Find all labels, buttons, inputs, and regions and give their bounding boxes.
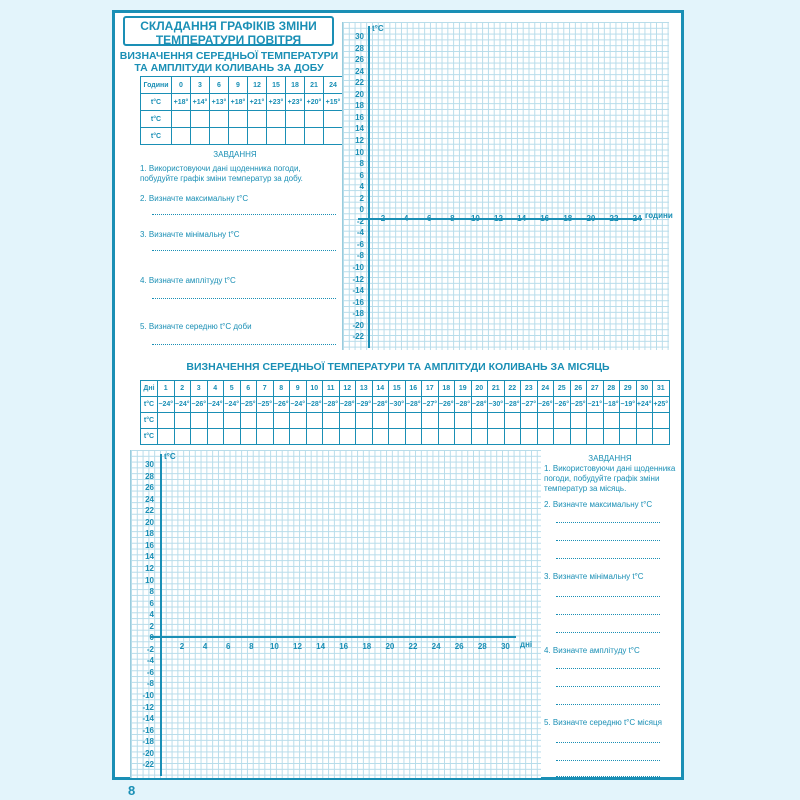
y-tick-label: 8 bbox=[359, 159, 364, 169]
table-cell: +13° bbox=[210, 94, 229, 111]
table-cell: −24° bbox=[158, 397, 175, 413]
x-tick-label: 20 bbox=[586, 214, 596, 223]
answer-line[interactable] bbox=[556, 596, 660, 597]
y-tick-label: 28 bbox=[145, 471, 154, 481]
y-tick-label: 30 bbox=[145, 460, 154, 469]
y-tick-label: 22 bbox=[355, 78, 364, 88]
task-4: 4. Визначте амплітуду t°C bbox=[140, 276, 236, 285]
y-tick-label: -16 bbox=[352, 297, 364, 307]
table-cell: −26° bbox=[273, 397, 290, 413]
empty-cell[interactable] bbox=[224, 429, 241, 445]
empty-cell[interactable] bbox=[603, 429, 620, 445]
table-cell: −25° bbox=[257, 397, 274, 413]
table-cell: +23° bbox=[267, 94, 286, 111]
table-cell: +15° bbox=[324, 94, 343, 111]
empty-cell[interactable] bbox=[587, 413, 604, 429]
x-tick-label: 18 bbox=[563, 214, 573, 223]
empty-cell[interactable] bbox=[389, 413, 406, 429]
x-tick-label: 10 bbox=[269, 642, 279, 651]
y-tick-label: 0 bbox=[359, 205, 364, 215]
table-cell: 15 bbox=[267, 77, 286, 94]
table-cell: 5 bbox=[224, 381, 241, 397]
empty-cell[interactable] bbox=[229, 111, 248, 128]
empty-cell[interactable] bbox=[191, 128, 210, 145]
table-cell: 1 bbox=[158, 381, 175, 397]
empty-cell[interactable] bbox=[240, 429, 257, 445]
table-cell: 27 bbox=[587, 381, 604, 397]
daily-y-unit: t°C bbox=[372, 24, 384, 33]
monthly-y-axis bbox=[160, 454, 162, 776]
empty-cell[interactable] bbox=[405, 413, 422, 429]
empty-cell[interactable] bbox=[521, 413, 538, 429]
empty-cell[interactable] bbox=[158, 429, 175, 445]
y-tick-label: -18 bbox=[352, 309, 364, 319]
empty-cell[interactable] bbox=[653, 413, 670, 429]
table-cell: 18 bbox=[286, 77, 305, 94]
empty-cell[interactable] bbox=[653, 429, 670, 445]
empty-cell[interactable] bbox=[405, 429, 422, 445]
empty-cell[interactable] bbox=[323, 429, 340, 445]
temp-header: t°C bbox=[141, 397, 158, 413]
y-tick-label: 30 bbox=[355, 32, 364, 41]
table-cell: 16 bbox=[405, 381, 422, 397]
empty-cell[interactable] bbox=[158, 413, 175, 429]
empty-cell[interactable] bbox=[504, 413, 521, 429]
task-4: 4. Визначте амплітуду t°C bbox=[544, 646, 640, 655]
answer-line[interactable] bbox=[556, 686, 660, 687]
y-tick-label: -16 bbox=[142, 725, 154, 735]
table-cell: 11 bbox=[323, 381, 340, 397]
empty-cell[interactable] bbox=[172, 111, 191, 128]
table-cell: −25° bbox=[240, 397, 257, 413]
x-tick-label: 16 bbox=[540, 214, 550, 223]
task-2: 2. Визначте максимальну t°C bbox=[544, 500, 653, 509]
answer-line[interactable] bbox=[152, 250, 336, 251]
table-cell: +14° bbox=[191, 94, 210, 111]
table-cell: 30 bbox=[636, 381, 653, 397]
y-tick-label: 8 bbox=[149, 587, 154, 597]
y-tick-label: -2 bbox=[146, 644, 154, 654]
y-tick-label: -6 bbox=[146, 667, 154, 677]
y-tick-label: 0 bbox=[149, 633, 154, 643]
empty-cell[interactable] bbox=[389, 429, 406, 445]
y-tick-label: 14 bbox=[355, 124, 364, 134]
answer-line[interactable] bbox=[556, 558, 660, 559]
table-cell: −24° bbox=[224, 397, 241, 413]
y-tick-label: -8 bbox=[146, 679, 154, 689]
table-cell: +24° bbox=[636, 397, 653, 413]
empty-cell[interactable] bbox=[339, 429, 356, 445]
empty-cell[interactable] bbox=[356, 413, 373, 429]
x-tick-label: 12 bbox=[293, 642, 302, 651]
table-cell: 9 bbox=[290, 381, 307, 397]
monthly-x-unit: дні bbox=[520, 640, 533, 649]
x-tick-label: 22 bbox=[408, 642, 418, 651]
empty-cell[interactable] bbox=[229, 128, 248, 145]
table-cell: 25 bbox=[554, 381, 571, 397]
x-tick-label: 30 bbox=[500, 642, 510, 651]
empty-cell[interactable] bbox=[207, 429, 224, 445]
temp-header: t°C bbox=[141, 429, 158, 445]
table-cell: −26° bbox=[438, 397, 455, 413]
empty-cell[interactable] bbox=[603, 413, 620, 429]
table-cell: −28° bbox=[455, 397, 472, 413]
empty-cell[interactable] bbox=[636, 413, 653, 429]
table-cell: 31 bbox=[653, 381, 670, 397]
empty-cell[interactable] bbox=[191, 429, 208, 445]
empty-cell[interactable] bbox=[191, 413, 208, 429]
x-tick-label: 4 bbox=[403, 214, 409, 223]
temp-header: t°C bbox=[141, 128, 172, 145]
table-cell: 2 bbox=[174, 381, 191, 397]
monthly-y-unit: t°C bbox=[164, 452, 176, 461]
empty-cell[interactable] bbox=[455, 413, 472, 429]
empty-cell[interactable] bbox=[620, 429, 637, 445]
y-tick-label: -12 bbox=[142, 702, 154, 712]
table-cell: −28° bbox=[372, 397, 389, 413]
y-tick-label: 24 bbox=[355, 66, 364, 76]
y-tick-label: 24 bbox=[145, 494, 154, 504]
y-tick-label: -10 bbox=[352, 263, 364, 272]
table-cell: 10 bbox=[306, 381, 323, 397]
table-cell: −24° bbox=[207, 397, 224, 413]
task-3: 3. Визначте мінімальну t°C bbox=[140, 230, 240, 239]
empty-cell[interactable] bbox=[570, 429, 587, 445]
table-cell: +21° bbox=[248, 94, 267, 111]
y-tick-label: -22 bbox=[142, 760, 154, 770]
task-3: 3. Визначте мінімальну t°C bbox=[544, 572, 644, 581]
task-2: 2. Визначте максимальну t°C bbox=[140, 194, 249, 203]
y-tick-label: -6 bbox=[356, 239, 364, 249]
table-cell: −30° bbox=[488, 397, 505, 413]
table-cell: −28° bbox=[323, 397, 340, 413]
x-tick-label: 24 bbox=[431, 642, 441, 651]
x-tick-label: 14 bbox=[517, 214, 527, 223]
x-tick-label: 2 bbox=[179, 642, 185, 651]
table-cell: 19 bbox=[455, 381, 472, 397]
y-tick-label: 4 bbox=[149, 610, 154, 620]
empty-cell[interactable] bbox=[537, 429, 554, 445]
empty-cell[interactable] bbox=[620, 413, 637, 429]
answer-line[interactable] bbox=[556, 522, 660, 523]
answer-line[interactable] bbox=[556, 760, 660, 761]
y-tick-label: -18 bbox=[142, 737, 154, 747]
y-tick-label: -4 bbox=[146, 656, 154, 666]
daily-y-axis bbox=[368, 26, 370, 348]
empty-cell[interactable] bbox=[248, 111, 267, 128]
table-cell: −27° bbox=[422, 397, 439, 413]
table-cell: 15 bbox=[389, 381, 406, 397]
table-cell: 28 bbox=[603, 381, 620, 397]
daily-x-unit: години bbox=[645, 211, 673, 220]
empty-cell[interactable] bbox=[210, 128, 229, 145]
y-tick-label: -12 bbox=[352, 274, 364, 284]
empty-cell[interactable] bbox=[438, 429, 455, 445]
page-number: 8 bbox=[128, 783, 136, 798]
table-cell: −26° bbox=[554, 397, 571, 413]
empty-cell[interactable] bbox=[305, 128, 324, 145]
table-cell: 29 bbox=[620, 381, 637, 397]
empty-cell[interactable] bbox=[587, 429, 604, 445]
empty-cell[interactable] bbox=[438, 413, 455, 429]
y-tick-label: 28 bbox=[355, 43, 364, 53]
table-cell: 0 bbox=[172, 77, 191, 94]
x-tick-label: 2 bbox=[380, 214, 386, 223]
empty-cell[interactable] bbox=[240, 413, 257, 429]
x-tick-label: 8 bbox=[450, 214, 455, 223]
empty-cell[interactable] bbox=[570, 413, 587, 429]
y-tick-label: -14 bbox=[352, 286, 364, 296]
empty-cell[interactable] bbox=[286, 111, 305, 128]
table-cell: 7 bbox=[257, 381, 274, 397]
empty-cell[interactable] bbox=[224, 413, 241, 429]
x-tick-label: 22 bbox=[609, 214, 619, 223]
empty-cell[interactable] bbox=[273, 429, 290, 445]
table-cell: −28° bbox=[504, 397, 521, 413]
empty-cell[interactable] bbox=[504, 429, 521, 445]
empty-cell[interactable] bbox=[537, 413, 554, 429]
empty-cell[interactable] bbox=[210, 111, 229, 128]
empty-cell[interactable] bbox=[290, 413, 307, 429]
empty-cell[interactable] bbox=[372, 413, 389, 429]
empty-cell[interactable] bbox=[554, 413, 571, 429]
x-tick-label: 26 bbox=[454, 642, 464, 651]
x-tick-label: 4 bbox=[202, 642, 208, 651]
table-cell: −21° bbox=[587, 397, 604, 413]
answer-line[interactable] bbox=[556, 614, 660, 615]
page-title: СКЛАДАННЯ ГРАФІКІВ ЗМІНИ ТЕМПЕРАТУРИ ПОВІТРЯ bbox=[123, 16, 334, 46]
x-tick-label: 6 bbox=[426, 214, 432, 223]
table-cell: 18 bbox=[438, 381, 455, 397]
y-tick-label: 16 bbox=[355, 112, 364, 122]
table-cell: 24 bbox=[324, 77, 343, 94]
y-tick-label: -2 bbox=[356, 216, 364, 226]
empty-cell[interactable] bbox=[488, 413, 505, 429]
y-tick-label: 10 bbox=[145, 575, 154, 585]
answer-line[interactable] bbox=[556, 540, 660, 541]
tasks-heading: ЗАВДАННЯ bbox=[213, 150, 257, 159]
table-cell: −28° bbox=[471, 397, 488, 413]
table-cell: −28° bbox=[306, 397, 323, 413]
table-cell: 12 bbox=[248, 77, 267, 94]
empty-cell[interactable] bbox=[422, 429, 439, 445]
empty-cell[interactable] bbox=[267, 111, 286, 128]
y-tick-label: 18 bbox=[145, 529, 154, 539]
task-1: 1. Використовуючи дані щоденника погоди, побудуйте графік зміни температур за місяць. bbox=[544, 464, 676, 493]
empty-cell[interactable] bbox=[339, 413, 356, 429]
table-cell: 6 bbox=[240, 381, 257, 397]
empty-cell[interactable] bbox=[422, 413, 439, 429]
y-tick-label: 6 bbox=[149, 598, 154, 608]
empty-cell[interactable] bbox=[471, 429, 488, 445]
y-tick-label: 4 bbox=[359, 182, 364, 192]
table-cell: 6 bbox=[210, 77, 229, 94]
table-cell: 20 bbox=[471, 381, 488, 397]
table-cell: 21 bbox=[305, 77, 324, 94]
monthly-table bbox=[140, 380, 670, 445]
empty-cell[interactable] bbox=[286, 128, 305, 145]
empty-cell[interactable] bbox=[172, 128, 191, 145]
table-cell: 22 bbox=[504, 381, 521, 397]
x-tick-label: 20 bbox=[385, 642, 395, 651]
table-cell: 8 bbox=[273, 381, 290, 397]
answer-line[interactable] bbox=[152, 214, 336, 215]
y-tick-label: 10 bbox=[355, 147, 364, 157]
section1-heading: ВИЗНАЧЕННЯ СЕРЕДНЬОЇ ТЕМПЕРАТУРИ ТА АМПЛІТУДИ КОЛИВАНЬ ЗА ДОБУ bbox=[119, 50, 339, 74]
empty-cell[interactable] bbox=[174, 413, 191, 429]
answer-line[interactable] bbox=[556, 668, 660, 669]
y-tick-label: 20 bbox=[145, 517, 154, 527]
empty-cell[interactable] bbox=[191, 111, 210, 128]
empty-cell[interactable] bbox=[267, 128, 286, 145]
answer-line[interactable] bbox=[152, 298, 336, 299]
y-tick-label: -20 bbox=[142, 748, 154, 758]
table-cell: 3 bbox=[191, 77, 210, 94]
table-cell: +25° bbox=[653, 397, 670, 413]
y-tick-label: 14 bbox=[145, 552, 154, 562]
temp-header: t°C bbox=[141, 94, 172, 111]
table-cell: −25° bbox=[570, 397, 587, 413]
x-tick-label: 14 bbox=[316, 642, 326, 651]
table-cell: 17 bbox=[422, 381, 439, 397]
empty-cell[interactable] bbox=[306, 429, 323, 445]
answer-line[interactable] bbox=[152, 344, 336, 345]
y-tick-label: 20 bbox=[355, 89, 364, 99]
table-cell: −28° bbox=[339, 397, 356, 413]
y-tick-label: 2 bbox=[359, 193, 364, 203]
table-cell: −26° bbox=[537, 397, 554, 413]
x-tick-label: 16 bbox=[339, 642, 349, 651]
answer-line[interactable] bbox=[556, 776, 660, 777]
empty-cell[interactable] bbox=[323, 413, 340, 429]
table-cell: −26° bbox=[191, 397, 208, 413]
table-cell: −30° bbox=[389, 397, 406, 413]
y-tick-label: 26 bbox=[145, 483, 154, 493]
empty-cell[interactable] bbox=[636, 429, 653, 445]
y-tick-label: 12 bbox=[145, 563, 154, 573]
empty-cell[interactable] bbox=[207, 413, 224, 429]
tasks-heading: ЗАВДАННЯ bbox=[588, 454, 632, 463]
y-tick-label: -8 bbox=[356, 251, 364, 261]
empty-cell[interactable] bbox=[488, 429, 505, 445]
temp-header: t°C bbox=[141, 413, 158, 429]
empty-cell[interactable] bbox=[290, 429, 307, 445]
answer-line[interactable] bbox=[556, 632, 660, 633]
task-1: 1. Використовуючи дані щоденника погоди, побудуйте графік зміни температур за добу. bbox=[140, 164, 303, 183]
empty-cell[interactable] bbox=[174, 429, 191, 445]
y-tick-label: -22 bbox=[352, 332, 364, 342]
y-tick-label: 16 bbox=[145, 540, 154, 550]
table-cell: +20° bbox=[305, 94, 324, 111]
y-tick-label: 12 bbox=[355, 135, 364, 145]
y-tick-label: -20 bbox=[352, 320, 364, 330]
empty-cell[interactable] bbox=[521, 429, 538, 445]
x-tick-label: 10 bbox=[470, 214, 480, 223]
table-cell: 24 bbox=[537, 381, 554, 397]
table-cell: 9 bbox=[229, 77, 248, 94]
table-cell: 3 bbox=[191, 381, 208, 397]
y-tick-label: 18 bbox=[355, 101, 364, 111]
table-cell: 13 bbox=[356, 381, 373, 397]
empty-cell[interactable] bbox=[257, 429, 274, 445]
y-tick-label: -14 bbox=[142, 714, 154, 724]
x-tick-label: 24 bbox=[632, 214, 642, 223]
empty-cell[interactable] bbox=[305, 111, 324, 128]
table-cell: 23 bbox=[521, 381, 538, 397]
empty-cell[interactable] bbox=[273, 413, 290, 429]
table-cell: −19° bbox=[620, 397, 637, 413]
x-tick-label: 28 bbox=[477, 642, 487, 651]
empty-cell[interactable] bbox=[248, 128, 267, 145]
table-cell: −29° bbox=[356, 397, 373, 413]
table-cell: 26 bbox=[570, 381, 587, 397]
section2-heading: ВИЗНАЧЕННЯ СЕРЕДНЬОЇ ТЕМПЕРАТУРИ ТА АМПЛІТУДИ КОЛИВАНЬ ЗА МІСЯЦЬ bbox=[186, 361, 610, 373]
task-5: 5. Визначте середню t°C доби bbox=[140, 322, 252, 331]
empty-cell[interactable] bbox=[306, 413, 323, 429]
table-cell: −28° bbox=[405, 397, 422, 413]
empty-cell[interactable] bbox=[372, 429, 389, 445]
empty-cell[interactable] bbox=[257, 413, 274, 429]
y-tick-label: 6 bbox=[359, 170, 364, 180]
table-cell: +18° bbox=[229, 94, 248, 111]
hours-header: Години bbox=[141, 77, 172, 94]
table-cell: 21 bbox=[488, 381, 505, 397]
empty-cell[interactable] bbox=[356, 429, 373, 445]
daily-table bbox=[140, 76, 343, 145]
y-tick-label: 26 bbox=[355, 55, 364, 65]
temp-header: t°C bbox=[141, 111, 172, 128]
table-cell: 12 bbox=[339, 381, 356, 397]
table-cell: +18° bbox=[172, 94, 191, 111]
table-cell: −18° bbox=[603, 397, 620, 413]
monthly-x-axis bbox=[150, 636, 516, 638]
x-tick-label: 8 bbox=[249, 642, 254, 651]
table-cell: −24° bbox=[174, 397, 191, 413]
answer-line[interactable] bbox=[556, 742, 660, 743]
x-tick-label: 18 bbox=[362, 642, 372, 651]
days-header: Дні bbox=[141, 381, 158, 397]
empty-cell[interactable] bbox=[471, 413, 488, 429]
empty-cell[interactable] bbox=[455, 429, 472, 445]
table-cell: +23° bbox=[286, 94, 305, 111]
empty-cell[interactable] bbox=[554, 429, 571, 445]
y-tick-label: -10 bbox=[142, 691, 154, 700]
y-tick-label: -4 bbox=[356, 228, 364, 238]
x-tick-label: 12 bbox=[494, 214, 503, 223]
y-tick-label: 2 bbox=[149, 621, 154, 631]
x-tick-label: 6 bbox=[225, 642, 231, 651]
table-cell: −24° bbox=[290, 397, 307, 413]
table-cell: 14 bbox=[372, 381, 389, 397]
daily-grid bbox=[342, 22, 669, 350]
monthly-grid bbox=[130, 450, 541, 778]
table-cell: −27° bbox=[521, 397, 538, 413]
y-tick-label: 22 bbox=[145, 506, 154, 516]
answer-line[interactable] bbox=[556, 704, 660, 705]
table-cell: 4 bbox=[207, 381, 224, 397]
task-5: 5. Визначте середню t°C місяця bbox=[544, 718, 662, 727]
